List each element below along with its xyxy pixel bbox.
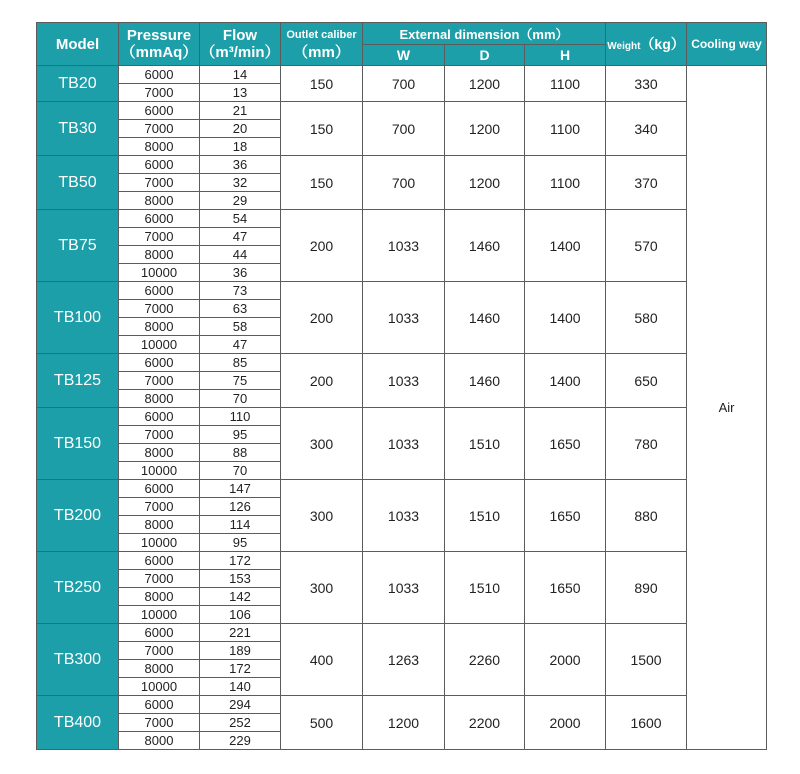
pressure-cell: 6000: [119, 624, 200, 642]
pressure-cell: 8000: [119, 732, 200, 750]
model-cell: TB300: [37, 624, 119, 696]
weight-cell: 780: [606, 408, 687, 480]
table-row: [37, 480, 767, 498]
weight-cell: 340: [606, 102, 687, 156]
table-row: [37, 552, 767, 570]
pressure-cell: 7000: [119, 300, 200, 318]
model-cell: TB400: [37, 696, 119, 750]
flow-cell: 36: [200, 264, 281, 282]
table-row: [37, 102, 767, 120]
outlet-cell: 400: [281, 624, 363, 696]
pressure-cell: 10000: [119, 534, 200, 552]
pressure-cell: 7000: [119, 174, 200, 192]
table-row: [37, 408, 767, 426]
cooling-way-cell: Air: [687, 66, 767, 750]
flow-cell: 70: [200, 390, 281, 408]
pressure-cell: 7000: [119, 84, 200, 102]
dimension-d-cell: 1510: [445, 552, 525, 624]
header-pressure-line1: Pressure: [126, 27, 192, 44]
pressure-cell: 7000: [119, 570, 200, 588]
dimension-w-cell: 1033: [363, 552, 445, 624]
header-external-dimension: External dimension（mm）: [363, 23, 606, 45]
pressure-cell: 7000: [119, 498, 200, 516]
dimension-d-cell: 1460: [445, 210, 525, 282]
weight-cell: 650: [606, 354, 687, 408]
pressure-cell: 6000: [119, 210, 200, 228]
dimension-h-cell: 1650: [525, 480, 606, 552]
weight-cell: 890: [606, 552, 687, 624]
header-flow-line1: Flow: [222, 27, 258, 44]
header-weight: [606, 23, 687, 66]
flow-cell: 294: [200, 696, 281, 714]
dimension-w-cell: 1033: [363, 210, 445, 282]
flow-cell: 58: [200, 318, 281, 336]
spec-table-body: [37, 66, 767, 750]
model-cell: TB50: [37, 156, 119, 210]
flow-cell: 18: [200, 138, 281, 156]
spec-table: [36, 22, 767, 750]
dimension-h-cell: 2000: [525, 696, 606, 750]
table-row: [37, 354, 767, 372]
pressure-cell: 8000: [119, 390, 200, 408]
header-h: H: [525, 45, 606, 66]
header-model: Model: [37, 23, 119, 66]
flow-cell: 229: [200, 732, 281, 750]
dimension-h-cell: 2000: [525, 624, 606, 696]
weight-cell: 580: [606, 282, 687, 354]
outlet-cell: 300: [281, 408, 363, 480]
outlet-cell: 150: [281, 66, 363, 102]
dimension-h-cell: 1650: [525, 552, 606, 624]
flow-cell: 44: [200, 246, 281, 264]
dimension-d-cell: 1510: [445, 408, 525, 480]
weight-cell: 880: [606, 480, 687, 552]
flow-cell: 21: [200, 102, 281, 120]
dimension-h-cell: 1100: [525, 102, 606, 156]
flow-cell: 70: [200, 462, 281, 480]
dimension-w-cell: 700: [363, 156, 445, 210]
dimension-w-cell: 700: [363, 66, 445, 102]
dimension-w-cell: 1200: [363, 696, 445, 750]
pressure-cell: 10000: [119, 462, 200, 480]
pressure-cell: 6000: [119, 408, 200, 426]
pressure-cell: 6000: [119, 354, 200, 372]
dimension-w-cell: 1033: [363, 282, 445, 354]
outlet-cell: 200: [281, 282, 363, 354]
pressure-cell: 10000: [119, 678, 200, 696]
pressure-cell: 7000: [119, 120, 200, 138]
flow-cell: 142: [200, 588, 281, 606]
pressure-cell: 8000: [119, 660, 200, 678]
weight-cell: 330: [606, 66, 687, 102]
table-row: [37, 66, 767, 84]
flow-cell: 95: [200, 534, 281, 552]
table-row: [37, 210, 767, 228]
flow-cell: 32: [200, 174, 281, 192]
dimension-h-cell: 1650: [525, 408, 606, 480]
dimension-h-cell: 1400: [525, 282, 606, 354]
outlet-cell: 500: [281, 696, 363, 750]
header-flow-line2: （m³/min）: [200, 44, 280, 61]
dimension-d-cell: 1200: [445, 66, 525, 102]
weight-cell: 1600: [606, 696, 687, 750]
pressure-cell: 6000: [119, 480, 200, 498]
flow-cell: 63: [200, 300, 281, 318]
flow-cell: 54: [200, 210, 281, 228]
header-pressure-line2: （mmAq）: [120, 44, 198, 61]
flow-cell: 13: [200, 84, 281, 102]
dimension-w-cell: 1033: [363, 480, 445, 552]
table-row: [37, 282, 767, 300]
pressure-cell: 6000: [119, 696, 200, 714]
pressure-cell: 6000: [119, 282, 200, 300]
outlet-cell: 150: [281, 102, 363, 156]
model-cell: TB250: [37, 552, 119, 624]
dimension-w-cell: 700: [363, 102, 445, 156]
pressure-cell: 6000: [119, 102, 200, 120]
outlet-cell: 150: [281, 156, 363, 210]
pressure-cell: 6000: [119, 156, 200, 174]
flow-cell: 221: [200, 624, 281, 642]
outlet-cell: 200: [281, 354, 363, 408]
dimension-d-cell: 1510: [445, 480, 525, 552]
flow-cell: 153: [200, 570, 281, 588]
flow-cell: 47: [200, 336, 281, 354]
model-cell: TB75: [37, 210, 119, 282]
flow-cell: 106: [200, 606, 281, 624]
flow-cell: 252: [200, 714, 281, 732]
header-weight-label: Weight: [607, 41, 641, 52]
table-row: [37, 696, 767, 714]
flow-cell: 73: [200, 282, 281, 300]
dimension-d-cell: 1460: [445, 354, 525, 408]
header-outlet: [281, 23, 363, 66]
weight-cell: 1500: [606, 624, 687, 696]
flow-cell: 20: [200, 120, 281, 138]
dimension-h-cell: 1100: [525, 66, 606, 102]
pressure-cell: 10000: [119, 336, 200, 354]
pressure-cell: 8000: [119, 138, 200, 156]
model-cell: TB200: [37, 480, 119, 552]
pressure-cell: 8000: [119, 246, 200, 264]
flow-cell: 140: [200, 678, 281, 696]
pressure-cell: 10000: [119, 264, 200, 282]
flow-cell: 88: [200, 444, 281, 462]
dimension-h-cell: 1400: [525, 354, 606, 408]
dimension-d-cell: 1460: [445, 282, 525, 354]
flow-cell: 29: [200, 192, 281, 210]
header-d: D: [445, 45, 525, 66]
dimension-d-cell: 2260: [445, 624, 525, 696]
outlet-cell: 300: [281, 480, 363, 552]
pressure-cell: 8000: [119, 318, 200, 336]
flow-cell: 110: [200, 408, 281, 426]
model-cell: TB100: [37, 282, 119, 354]
pressure-cell: 7000: [119, 228, 200, 246]
flow-cell: 14: [200, 66, 281, 84]
header-pressure: [119, 23, 200, 66]
pressure-cell: 8000: [119, 516, 200, 534]
flow-cell: 114: [200, 516, 281, 534]
outlet-cell: 200: [281, 210, 363, 282]
dimension-d-cell: 1200: [445, 102, 525, 156]
flow-cell: 172: [200, 660, 281, 678]
flow-cell: 172: [200, 552, 281, 570]
pressure-cell: 10000: [119, 606, 200, 624]
flow-cell: 126: [200, 498, 281, 516]
flow-cell: 36: [200, 156, 281, 174]
header-weight-unit: （kg）: [640, 36, 685, 52]
dimension-d-cell: 1200: [445, 156, 525, 210]
table-row: [37, 624, 767, 642]
dimension-h-cell: 1400: [525, 210, 606, 282]
pressure-cell: 8000: [119, 588, 200, 606]
model-cell: TB150: [37, 408, 119, 480]
pressure-cell: 7000: [119, 642, 200, 660]
flow-cell: 85: [200, 354, 281, 372]
flow-cell: 95: [200, 426, 281, 444]
flow-cell: 189: [200, 642, 281, 660]
dimension-w-cell: 1263: [363, 624, 445, 696]
flow-cell: 75: [200, 372, 281, 390]
pressure-cell: 7000: [119, 372, 200, 390]
header-flow: [200, 23, 281, 66]
dimension-d-cell: 2200: [445, 696, 525, 750]
header-outlet-line1: Outlet caliber: [286, 29, 357, 41]
outlet-cell: 300: [281, 552, 363, 624]
model-cell: TB30: [37, 102, 119, 156]
weight-cell: 370: [606, 156, 687, 210]
flow-cell: 47: [200, 228, 281, 246]
pressure-cell: 6000: [119, 66, 200, 84]
dimension-w-cell: 1033: [363, 354, 445, 408]
model-cell: TB125: [37, 354, 119, 408]
pressure-cell: 7000: [119, 714, 200, 732]
pressure-cell: 6000: [119, 552, 200, 570]
flow-cell: 147: [200, 480, 281, 498]
weight-cell: 570: [606, 210, 687, 282]
header-outlet-line2: （mm）: [293, 44, 350, 61]
pressure-cell: 7000: [119, 426, 200, 444]
table-row: [37, 156, 767, 174]
model-cell: TB20: [37, 66, 119, 102]
pressure-cell: 8000: [119, 444, 200, 462]
header-cooling-way: Cooling way: [687, 23, 767, 66]
header-w: W: [363, 45, 445, 66]
pressure-cell: 8000: [119, 192, 200, 210]
dimension-w-cell: 1033: [363, 408, 445, 480]
dimension-h-cell: 1100: [525, 156, 606, 210]
